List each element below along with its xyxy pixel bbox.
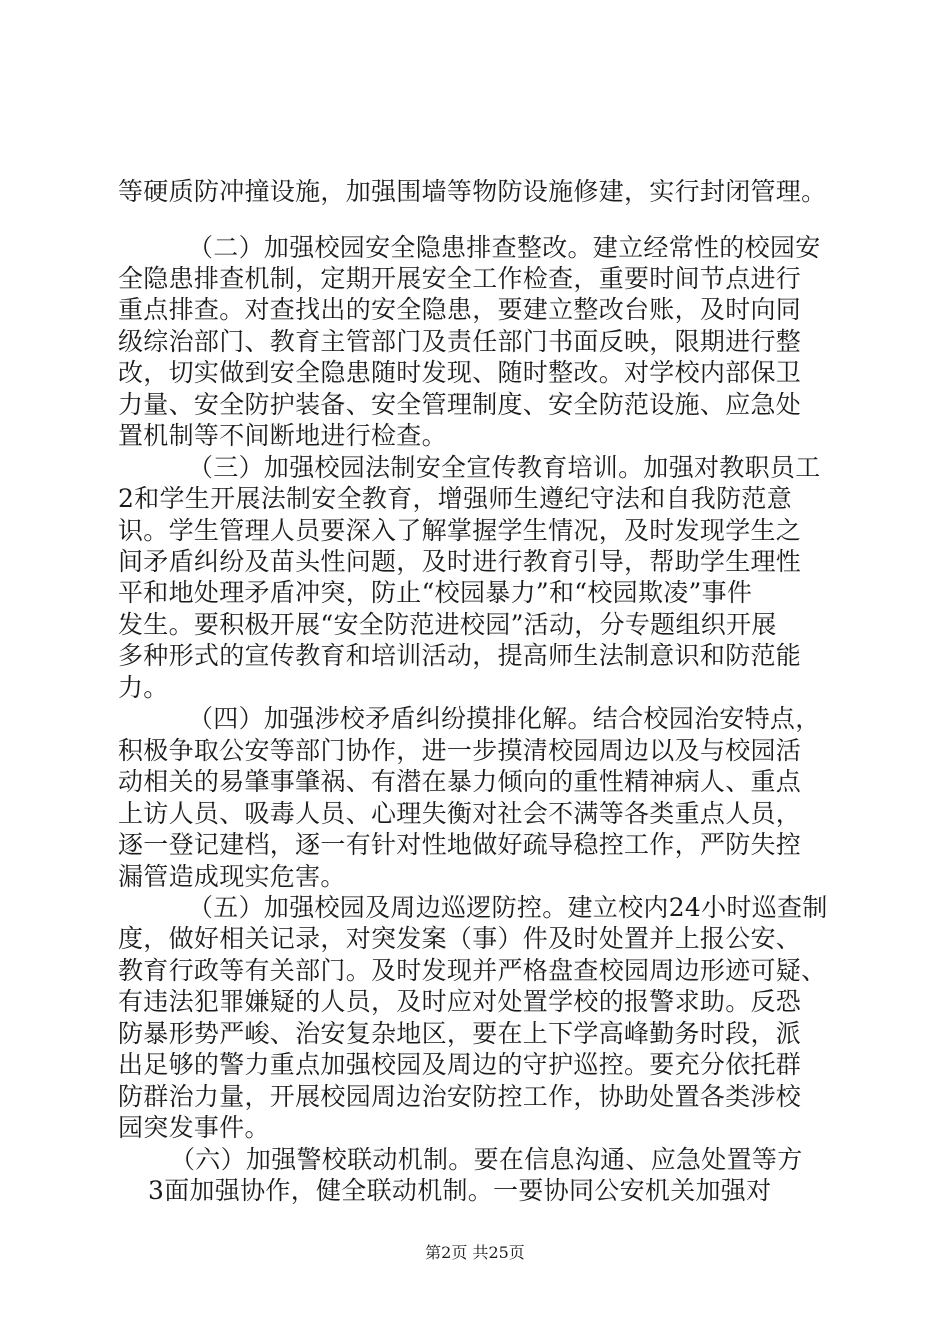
text-line: 级综治部门、教育主管部门及责任部门书面反映，限期进行整 xyxy=(118,327,802,356)
text-line: 防暴形势严峻、治安复杂地区，要在上下学高峰勤务时段，派 xyxy=(118,1019,802,1048)
text-line: 3面加强协作，健全联动机制。一要协同公安机关加强对 xyxy=(148,1176,772,1205)
text-line: 上访人员、吸毒人员、心理失衡对社会不满等各类重点人员， xyxy=(118,799,802,828)
text-line: 教育行政等有关部门。及时发现并严格盘查校园周边形迹可疑、 xyxy=(118,956,827,985)
text-line: 2和学生开展法制安全教育，增强师生遵纪守法和自我防范意 xyxy=(118,484,793,513)
page-footer: 第2页 共25页 xyxy=(425,1243,525,1262)
text-line: 漏管造成现实危害。 xyxy=(118,862,346,891)
text-line: 间矛盾纠纷及苗头性问题，及时进行教育引导，帮助学生理性 xyxy=(118,547,802,576)
text-line: 园突发事件。 xyxy=(118,1113,270,1142)
text-line: 改，切实做到安全隐患随时发现、随时整改。对学校内部保卫 xyxy=(118,358,802,387)
paragraph-heading-5: （五）加强校园及周边巡逻防控。建立校内24小时巡查制 xyxy=(188,893,828,922)
text-line: 重点排查。对查找出的安全隐患，要建立整改台账，及时向同 xyxy=(118,295,802,324)
paragraph-heading-6: （六）加强警校联动机制。要在信息沟通、应急处置等方 xyxy=(170,1145,803,1174)
text-line: 动相关的易肇事肇祸、有潜在暴力倾向的重性精神病人、重点 xyxy=(118,767,802,796)
text-line: 出足够的警力重点加强校园及周边的守护巡控。要充分依托群 xyxy=(118,1050,802,1079)
text-line: 有违法犯罪嫌疑的人员，及时应对处置学校的报警求助。反恐 xyxy=(118,987,802,1016)
text-line: 发生。要积极开展“安全防范进校园”活动，分专题组织开展 xyxy=(118,610,777,639)
paragraph-heading-4: （四）加强涉校矛盾纠纷摸排化解。结合校园治安特点， xyxy=(188,704,821,733)
paragraph-heading-2: （二）加强校园安全隐患排查整改。建立经常性的校园安 xyxy=(188,233,821,262)
text-line: 置机制等不间断地进行检查。 xyxy=(118,421,447,450)
text-line: 力量、安全防护装备、安全管理制度、安全防范设施、应急处 xyxy=(118,390,802,419)
text-line: 多种形式的宣传教育和培训活动，提高师生法制意识和防范能 xyxy=(118,641,802,670)
paragraph-heading-3: （三）加强校园法制安全宣传教育培训。加强对教职员工 xyxy=(188,453,821,482)
text-line: 度，做好相关记录，对突发案（事）件及时处置并上报公安、 xyxy=(118,924,802,953)
text-line: 积极争取公安等部门协作，进一步摸清校园周边以及与校园活 xyxy=(118,736,802,765)
text-line: 等硬质防冲撞设施，加强围墙等物防设施修建，实行封闭管理。 xyxy=(118,177,827,206)
text-line: 力。 xyxy=(118,673,169,702)
text-line: 全隐患排查机制，定期开展安全工作检查，重要时间节点进行 xyxy=(118,264,802,293)
text-line: 识。学生管理人员要深入了解掌握学生情况，及时发现学生之 xyxy=(118,516,802,545)
text-line: 逐一登记建档，逐一有针对性地做好疏导稳控工作，严防失控 xyxy=(118,830,802,859)
text-line: 防群治力量，开展校园周边治安防控工作，协助处置各类涉校 xyxy=(118,1082,802,1111)
text-line: 平和地处理矛盾冲突，防止“校园暴力”和“校园欺凌”事件 xyxy=(118,578,753,607)
